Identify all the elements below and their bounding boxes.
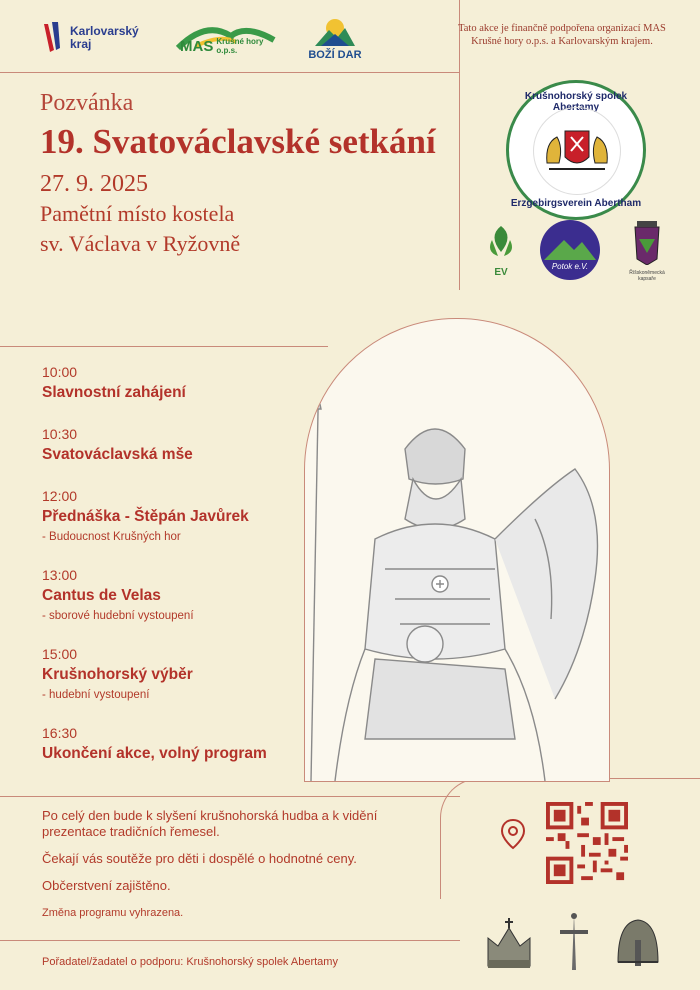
event-title: 19. Svatováclavské setkání — [40, 122, 436, 161]
ev-logo — [484, 222, 518, 278]
helmet-crest-icon — [629, 219, 665, 265]
bozi-dar-text: BOŽÍ DAR — [308, 48, 362, 61]
organizer-seal — [506, 80, 646, 220]
karlovarsky-text: Karlovarský kraj — [70, 24, 139, 51]
program-time: 15:00 — [42, 646, 78, 662]
program-item — [42, 646, 312, 701]
divider-bottom — [0, 796, 460, 797]
footer-info — [42, 808, 442, 932]
sword-cross-icon — [554, 912, 594, 972]
program-item — [42, 567, 312, 622]
funding-note: Tato akce je finančně podpořena organizací MAS Krušné hory o.p.s. a Karlovarským krajem. — [458, 23, 666, 47]
crown-icon — [484, 916, 534, 972]
relics-row — [484, 912, 662, 972]
program-time: 16:30 — [42, 725, 78, 741]
footer-contest-text: Čekají vás soutěže pro děti i dospělé o hodnotné ceny. — [42, 851, 357, 866]
footer-music-text: Po celý den bude k slyšení krušnohorská hudba a k vidění prezentace tradičních řemesel. — [42, 808, 378, 839]
st-wenceslas-illustration — [304, 318, 610, 782]
program-name: Ukončení akce, volný program — [42, 745, 267, 762]
event-place-line1: Pamětní místo kostela — [40, 201, 235, 226]
mas-main-text: MAS — [180, 37, 214, 55]
bozi-dar-emblem-icon — [315, 16, 355, 48]
mas-logo — [176, 18, 272, 58]
third-partner-text: Říšskoněmecká kapsaře — [629, 269, 665, 282]
ev-text: EV — [494, 267, 508, 278]
program-time: 12:00 — [42, 488, 78, 504]
divider-top — [0, 72, 460, 73]
program-name: Cantus de Velas — [42, 587, 161, 604]
seal-emblem — [533, 107, 621, 195]
invite-label: Pozvánka — [40, 90, 134, 116]
event-header — [40, 90, 460, 258]
footer-change-note: Změna programu vyhrazena. — [42, 907, 184, 919]
program-time: 10:30 — [42, 426, 78, 442]
partner-logos — [484, 218, 672, 282]
program-list — [42, 364, 312, 777]
potok-logo — [538, 218, 602, 282]
helmet-icon — [614, 916, 662, 972]
third-partner-logo — [622, 219, 672, 282]
program-item — [42, 426, 312, 464]
program-sub: - hudební vystoupení — [42, 689, 150, 701]
program-item — [42, 488, 312, 543]
seal-top-text: Krušnohorský spolek Abertamy — [524, 91, 628, 113]
program-item — [42, 725, 312, 763]
potok-emblem-icon — [538, 218, 602, 282]
divider-mid — [0, 346, 328, 347]
logo-row — [40, 12, 362, 64]
qr-code[interactable] — [546, 802, 628, 884]
program-sub: - Budoucnost Krušných hor — [42, 531, 181, 543]
program-name: Přednáška - Štěpán Javůrek — [42, 508, 249, 525]
program-name: Krušnohorský výběr — [42, 666, 193, 683]
divider-footer — [0, 940, 460, 941]
program-time: 10:00 — [42, 364, 78, 380]
lions-crest-icon — [539, 123, 615, 179]
karlovarsky-emblem-icon — [40, 20, 66, 56]
event-date: 27. 9. 2025 — [40, 171, 148, 197]
footer-refreshment-text: Občerstvení zajištěno. — [42, 878, 171, 893]
location-pin-icon[interactable] — [500, 818, 526, 850]
seal-bottom-text: Erzgebirgsverein Abertham — [510, 198, 642, 209]
event-place-line2: sv. Václava v Ryžovně — [40, 231, 241, 256]
horseman-sketch-icon — [305, 319, 609, 781]
program-time: 13:00 — [42, 567, 78, 583]
organizer-note: Pořadatel/žadatel o podporu: Krušnohorský spolek Abertamy — [42, 956, 338, 968]
program-name: Svatováclavská mše — [42, 446, 193, 463]
mas-sub-text: Krušné hory o.p.s. — [216, 37, 264, 55]
bozi-dar-logo — [308, 16, 361, 61]
program-sub: - sborové hudební vystoupení — [42, 610, 194, 622]
program-item — [42, 364, 312, 402]
karlovarsky-logo — [40, 20, 140, 56]
program-name: Slavnostní zahájení — [42, 384, 186, 401]
ev-leaf-icon — [484, 222, 518, 266]
potok-text: Potok e.V. — [551, 262, 589, 271]
